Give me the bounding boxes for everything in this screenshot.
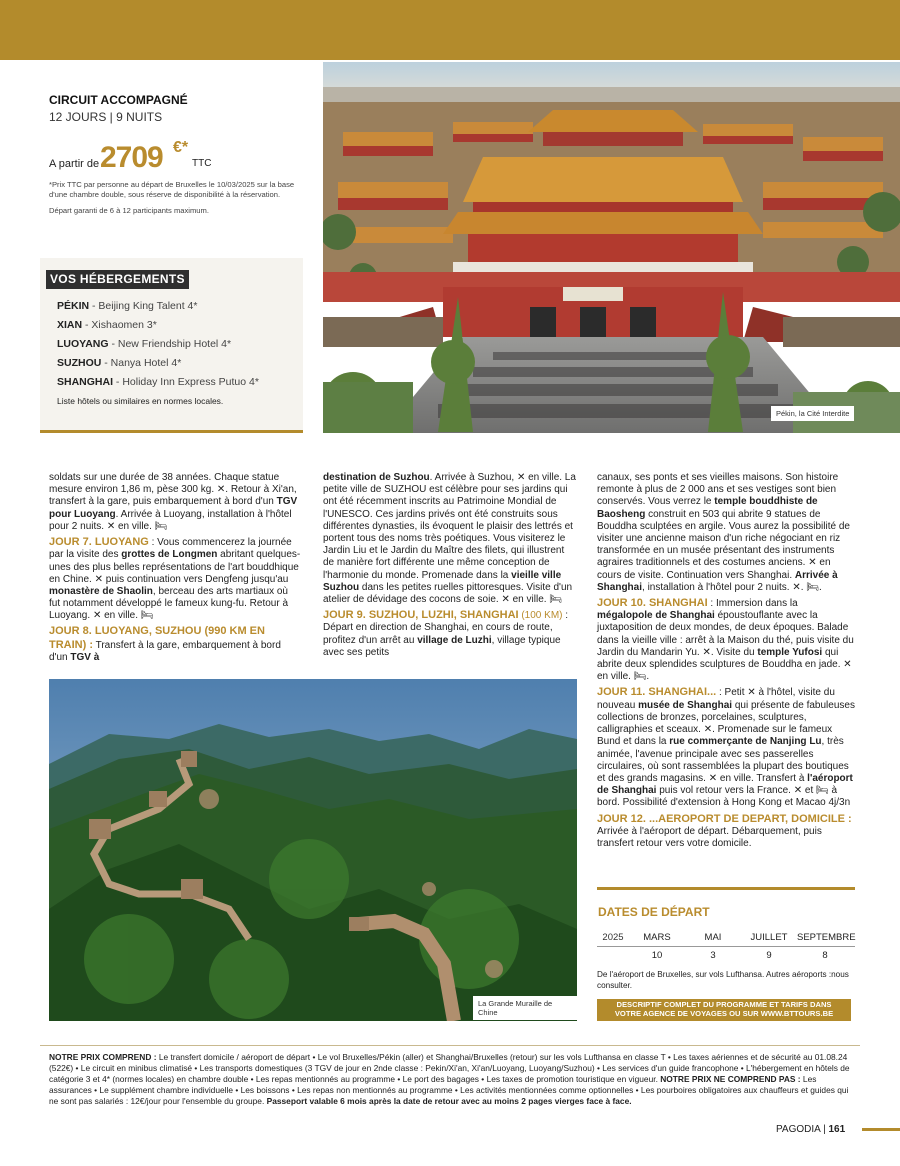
bed-icon: 🛏 xyxy=(633,671,647,683)
dates-day: 9 xyxy=(766,950,772,962)
bed-icon: 🛏 xyxy=(140,610,154,622)
hebergement-item xyxy=(57,376,297,395)
dates-days-row xyxy=(597,947,855,965)
hebergement-city: SUZHOU xyxy=(57,357,102,369)
passport-note: Passeport valable 6 mois après la date de retour avec au moins 2 pages vierges face à face. xyxy=(266,1095,632,1106)
brand-name: PAGODIA xyxy=(776,1124,821,1135)
hebergement-hotel: - Beijing King Talent 4* xyxy=(89,300,198,312)
dates-month: SEPTEMBRE xyxy=(797,931,856,943)
hebergement-item xyxy=(57,300,297,319)
day-7-title: JOUR 7. LUOYANG xyxy=(49,535,149,548)
day-9-continued: canaux, ses ponts et ses vieilles maisons. Son histoire remonte à plus de 2 000 ans et ses vestiges sont bien conservés. Vous verrez le temple bouddhiste de Baosheng construit en 503 qui abrite 9 statues de Bouddha sculptées en argile. Vous aurez la possibilité de visiter une ancienne maison d'un riche négociant en riz transformée en un musée présentant des instruments agraires traditionnels et des costumes anciens. ✕ en cours de visite. Continuation vers Shanghai. Arrivée à Shanghai, installation à l'hôtel pour 2 nuits. ✕. 🛏. xyxy=(597,472,850,593)
hebergements-title: VOS HÉBERGEMENTS xyxy=(46,270,189,289)
price-currency: €* xyxy=(173,139,189,156)
circuit-title: CIRCUIT ACCOMPAGNÉ xyxy=(49,93,188,107)
meal-icon: ✕ xyxy=(793,785,803,797)
meal-icon: ✕ xyxy=(501,593,510,605)
top-banner xyxy=(0,0,900,60)
hebergement-city: LUOYANG xyxy=(57,338,109,350)
dates-day: 10 xyxy=(651,950,663,962)
hebergement-item xyxy=(57,357,297,376)
bed-icon: 🛏 xyxy=(816,785,829,797)
dates-month: MAI xyxy=(704,931,722,943)
itinerary-column-2 xyxy=(323,472,576,662)
day-12-title: JOUR 12. ...AEROPORT DE DEPART, DOMICILE : xyxy=(597,812,852,825)
comprend-label: NOTRE PRIX COMPREND : xyxy=(49,1052,157,1062)
dates-month: JUILLET xyxy=(750,931,788,943)
great-wall-caption: La Grande Muraille de Chine xyxy=(473,996,577,1020)
page-separator: | xyxy=(823,1124,826,1135)
hebergements-note: Liste hôtels ou similaires en normes locales. xyxy=(57,396,224,406)
meal-icon: ✕ xyxy=(216,484,226,496)
meal-icon: ✕ xyxy=(94,573,103,585)
page-number: 161 xyxy=(828,1124,846,1135)
hebergement-item xyxy=(57,338,297,357)
cta-line-1: DESCRIPTIF COMPLET DU PROGRAMME ET TARIFS DANS xyxy=(616,1000,832,1009)
meal-icon: ✕ xyxy=(708,772,718,784)
ne-comprend-text: Les assurances • Le supplément chambre individuelle • Les boissons • Les repas non mentionnés au programme • Les activités mentionnées comme optionnelles • Les pourboires obligatoires aux chauffeurs et guides qui ne sont pas salariés : 12€/jour pour l'ensemble du groupe. xyxy=(49,1073,849,1106)
page-footer xyxy=(776,1124,845,1136)
hebergement-hotel: - Xishaomen 3* xyxy=(82,319,157,331)
itinerary-column-1 xyxy=(49,472,301,667)
day-12: JOUR 12. ...AEROPORT DE DEPART, DOMICILE : Arrivée à l'aéroport de départ. Débarquement, puis transfert retour vers votre domicile. xyxy=(597,812,852,850)
hebergement-city: XIAN xyxy=(57,319,83,331)
price-ttc: TTC xyxy=(192,158,212,169)
meal-icon: ✕ xyxy=(843,659,852,671)
day-9-title: JOUR 9. SUZHOU, LUZHI, SHANGHAI xyxy=(323,609,519,622)
circuit-summary xyxy=(49,93,309,124)
bed-icon: 🛏 xyxy=(806,581,820,593)
price-conditions xyxy=(49,1052,855,1107)
price-note: *Prix TTC par personne au départ de Bruxelles le 10/03/2025 sur la base d'une chambre double, sous réserve de disponibilité à la réservation. xyxy=(49,180,295,200)
footer-divider xyxy=(40,1045,860,1046)
dates-note: De l'aéroport de Bruxelles, sur vols Lufthansa. Autres aéroports :nous consulter. xyxy=(597,970,849,990)
dates-table xyxy=(597,929,855,965)
price-amount: 2709 xyxy=(100,141,163,174)
day-8-continued: destination de Suzhou. Arrivée à Suzhou, ✕ en ville. La petite ville de SUZHOU est célèbre pour ses jardins qui ont été récemment inscrits au Patrimoine Mondial de l'UNESCO. Ces jardins privés ont été construits sous différentes dynasties, ils évoquent le plaisir des lettrés et portent tous des noms très poétiques. Vous visiterez le Jardin Liu et le Jardin du Maître des filets, qui illustrent de manière fort différente une même conception de l'harmonie du monde. Promenade dans la vieille ville Suzhou dans les petites ruelles pittoresques. Visite d'un atelier de dévidage des cocons de soie. ✕ en ville. 🛏 xyxy=(323,472,576,605)
dates-month: MARS xyxy=(643,931,671,943)
hebergement-hotel: - Nanya Hotel 4* xyxy=(101,357,182,369)
page-accent-bar xyxy=(862,1128,900,1131)
dates-months-row xyxy=(597,929,855,947)
meal-icon: ✕ xyxy=(702,646,711,658)
day-9: JOUR 9. SUZHOU, LUZHI, SHANGHAI (100 KM) : Départ en direction de Shanghai, en cours de route, profitez d'un arrêt au village de Luzhi, village typique avec ses petits xyxy=(323,609,569,658)
meal-icon: ✕ xyxy=(92,610,102,622)
bed-icon: 🛏 xyxy=(549,593,563,605)
great-wall-illustration xyxy=(49,679,577,1021)
day-11: JOUR 11. SHANGHAI... : Petit ✕ à l'hôtel, visite du nouveau musée de Shanghai qui présente de fabuleuses collections de bronzes, porcelaines, sculptures, calligraphies et sceaux. ✕. Promenade sur le fameux Bund et dans la rue commerçante de Nanjing Lu, très animée, l'avenue principale avec ses passerelles circulaires, où sont rassemblées la plupart des boutiques et des grands magasins. ✕ en ville. Transfert à l'aéroport de Shanghai puis vol retour vers la France. ✕ et 🛏 à bord. Possibilité d'extension à Hong Kong et Macao 4j/3n xyxy=(597,686,855,809)
meal-icon: ✕ xyxy=(703,724,713,736)
day-10: JOUR 10. SHANGHAI : Immersion dans la mégalopole de Shanghai époustouflante avec la juxtaposition de deux mondes, de deux époques. Balade dans la vieille ville : arrêt à la Maison du thé, puis visite du Jardin du Mandarin Yu. ✕. Visite du temple Yufosi qui abrite deux splendides sculptures de Bouddha en jade. ✕ en ville. 🛏. xyxy=(597,596,854,683)
day-11-title: JOUR 11. SHANGHAI... xyxy=(597,686,717,699)
meal-icon: ✕ xyxy=(747,687,756,699)
itinerary-column-3 xyxy=(597,472,855,853)
day-8-title: JOUR 8. LUOYANG, SUZHOU (990 KM EN TRAIN) : xyxy=(49,625,265,651)
circuit-duration: 12 JOURS | 9 NUITS xyxy=(49,109,163,124)
hebergements-list xyxy=(57,300,297,395)
ne-comprend-label: NOTRE PRIX NE COMPREND PAS : xyxy=(660,1073,801,1084)
forbidden-city-caption: Pékin, la Cité Interdite xyxy=(771,406,854,421)
great-wall-photo xyxy=(49,679,577,1021)
forbidden-city-photo xyxy=(323,62,900,433)
comprend-text: Le transfert domicile / aéroport de départ • Le vol Bruxelles/Pékin (aller) et Shanghai/Bruxelles (retour) sur les vols Lufthansa en classe T • Les taxes aériennes et de sécurité au 01.08.24 (522€) • Le circuit en minibus climatisé • Les transports domestiques (3 TGV de jour en 2nde classe : Pekin/Xi'an, Xi'an/Luoyang, Luoyang/Suzhou) • Les services d'un guide francophone • L'hébergement en hôtels de catégorie 3 et 4* (normes locales) en chambre double • Les repas mentionnés au programme • Le port des bagages • Les taxes de promotion touristique en vigueur. xyxy=(49,1052,850,1084)
hebergement-hotel: - Holiday Inn Express Putuo 4* xyxy=(113,376,259,388)
dates-year: 2025 xyxy=(602,931,624,943)
dates-day: 8 xyxy=(822,950,828,962)
meal-icon: ✕ xyxy=(808,557,817,569)
hebergement-city: PÉKIN xyxy=(57,300,90,312)
meal-icon: ✕ xyxy=(792,581,801,593)
forbidden-city-illustration xyxy=(323,62,900,433)
dates-day: 3 xyxy=(710,950,716,962)
hebergement-hotel: - New Friendship Hotel 4* xyxy=(108,338,232,350)
day-10-title: JOUR 10. SHANGHAI xyxy=(597,596,708,609)
hebergement-item xyxy=(57,319,297,338)
cta-line-2: VOTRE AGENCE DE VOYAGES OU SUR WWW.BTTOURS.BE xyxy=(614,1009,834,1019)
price-prefix: A partir de xyxy=(49,158,100,170)
meal-icon: ✕ xyxy=(516,472,526,483)
day-6-end: soldats sur une durée de 38 années. Chaque statue mesure environ 1,86 m, pèse 300 kg. ✕. Retour à Xi'an, transfert à la gare, puis embarquement à bord d'un TGV pour Luoyang. Arrivée à Luoyang, installation à l'hôtel pour 2 nuits. ✕ en ville. 🛏 xyxy=(49,472,298,532)
day-7: JOUR 7. LUOYANG : Vous commencerez la journée par la visite des grottes de Longmen abritant quelques-unes des plus belles représentations de l'art bouddhique en Chine. ✕ puis continuation vers Dengfeng jusqu'au monastère de Shaolin, berceau des arts martiaux où fut notamment développé le fameux kung-fu. Retour à Luoyang. ✕ en ville. 🛏 xyxy=(49,535,301,622)
bed-icon: 🛏 xyxy=(154,520,168,532)
dates-title: DATES DE DÉPART xyxy=(598,905,710,919)
day-8: JOUR 8. LUOYANG, SUZHOU (990 KM EN TRAIN) : Transfert à la gare, embarquement à bord d'un TGV à xyxy=(49,625,281,664)
price-guarantee: Départ garanti de 6 à 12 participants maximum. xyxy=(49,206,209,215)
hebergement-city: SHANGHAI xyxy=(57,376,114,388)
meal-icon: ✕ xyxy=(106,520,116,532)
dates-divider xyxy=(597,887,855,890)
program-info-banner xyxy=(597,999,851,1021)
